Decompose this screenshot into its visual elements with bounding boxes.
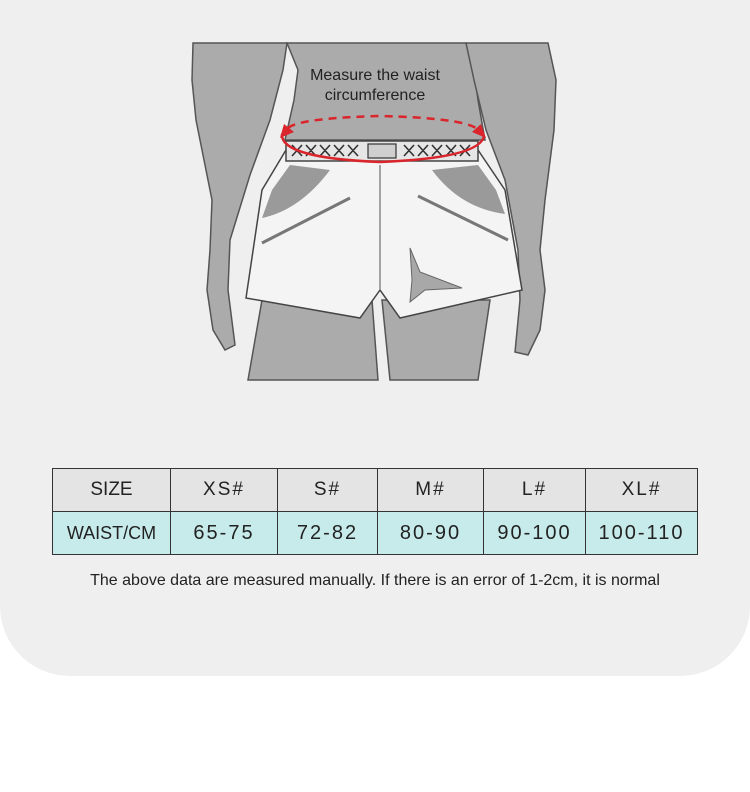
waist-l: 90-100 — [484, 512, 586, 555]
waist-row — [53, 512, 698, 555]
waist-xs: 65-75 — [171, 512, 278, 555]
measure-instruction-label — [290, 66, 460, 106]
size-header-s: S# — [278, 469, 378, 512]
waist-s: 72-82 — [278, 512, 378, 555]
waist-m: 80-90 — [378, 512, 484, 555]
size-header-m: M# — [378, 469, 484, 512]
waistband-buckle — [368, 144, 396, 158]
waist-measurement-illustration — [0, 0, 750, 390]
size-header-l: L# — [484, 469, 586, 512]
waist-label: WAIST/CM — [53, 512, 171, 555]
measurement-note: The above data are measured manually. If there is an error of 1-2cm, it is normal — [90, 572, 660, 589]
model-figure-graphic — [0, 0, 750, 390]
size-header-xl: XL# — [586, 469, 698, 512]
measure-label-line2: circumference — [324, 87, 426, 104]
size-header-label: SIZE — [53, 469, 171, 512]
size-chart-table — [52, 468, 698, 555]
size-header-row — [53, 469, 698, 512]
waist-xl: 100-110 — [586, 512, 698, 555]
measure-label-line1: Measure the waist — [310, 67, 440, 84]
size-header-xs: XS# — [171, 469, 278, 512]
